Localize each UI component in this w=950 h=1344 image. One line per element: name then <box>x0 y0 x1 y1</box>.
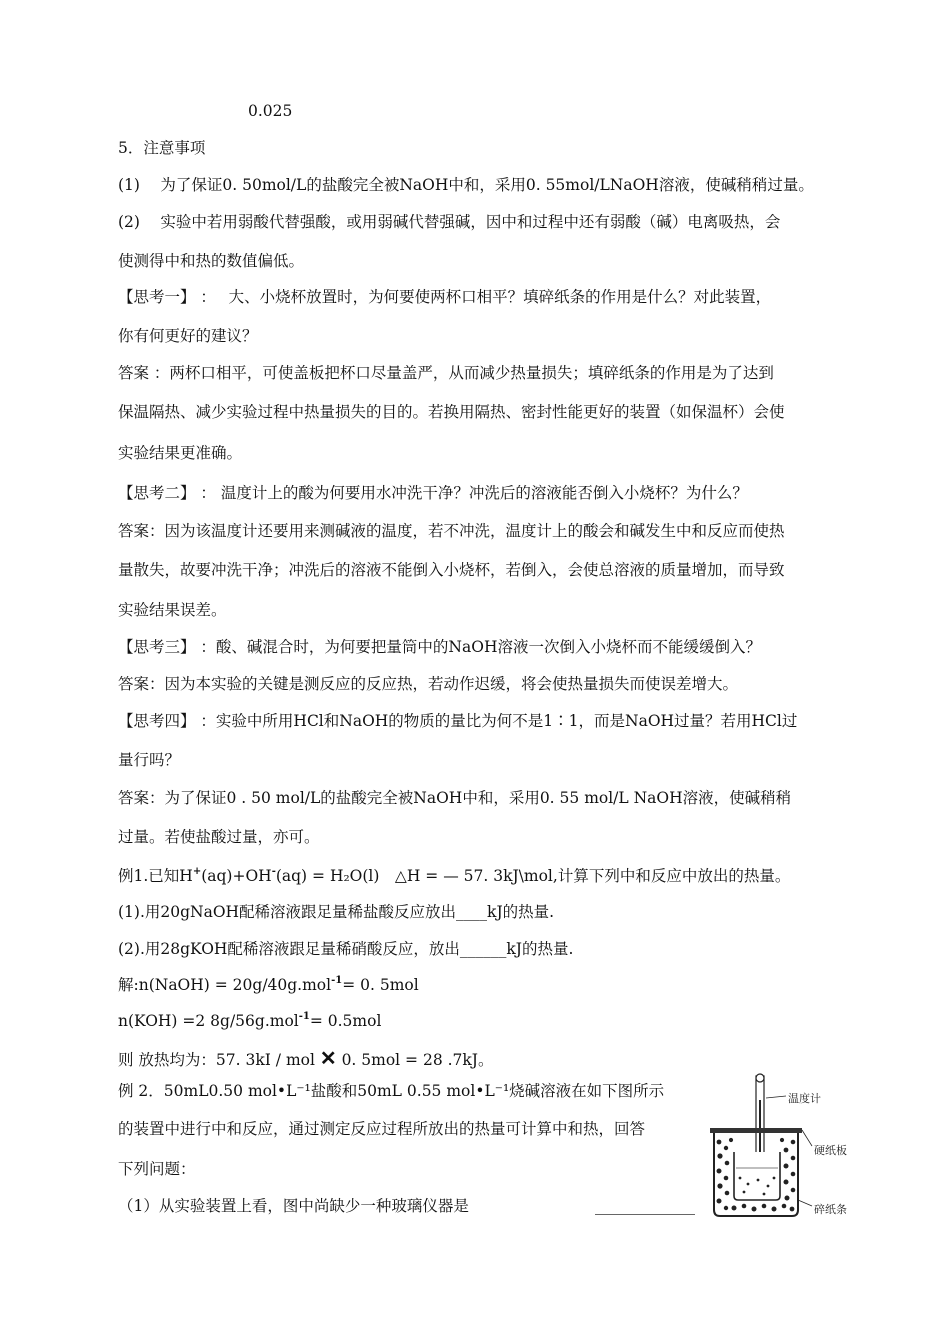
answer-1: 答案 ：两杯口相平，可使盖板把杯口尽量盖严，从而减少热量损失；填碎纸条的作用是为了达到 <box>118 364 774 382</box>
text-line: 实验结果更准确。 <box>118 444 243 462</box>
thermometer-top-icon <box>756 1074 764 1082</box>
question-4: 【思考四】 ：实验中所用HCl和NaOH的物质的量比为何不是1∶1，而是NaOH过量？若用HCl过 <box>118 712 798 730</box>
text-line: 你有何更好的建议？ <box>118 327 258 345</box>
text-line: 使测得中和热的数值偏低。 <box>118 252 305 270</box>
text-line: 保温隔热、减少实验过程中热量损失的目的。若换用隔热、密封性能更好的装置（如保温杯）会使 <box>118 403 785 421</box>
text-line: (1).用20gNaOH配稀溶液跟足量稀盐酸反应放出____kJ的热量. <box>118 903 555 921</box>
text-line: (1) 为了保证0. 50mol/L的盐酸完全被NaOH中和，采用0. 55mol/LNaOH溶液，使碱稍稍过量。 <box>118 176 814 194</box>
text-line: 量散失，故要冲洗干净；冲洗后的溶液不能倒入小烧杯，若倒入，会使总溶液的质量增加，而导致 <box>118 561 785 579</box>
text-line: (2) 实验中若用弱酸代替强酸，或用弱碱代替强碱，因中和过程中还有弱酸（碱）电离吸热，会 <box>118 213 781 231</box>
label-thermometer: 温度计 <box>788 1092 821 1105</box>
answer-3: 答案：因为本实验的关键是测反应的反应热，若动作迟缓，将会使热量损失而使误差增大。 <box>118 675 739 693</box>
cardboard-lid <box>710 1128 802 1133</box>
text-line: 量行吗？ <box>118 751 181 769</box>
example-1-line: 例1.已知H+(aq)+OH-(aq) = H₂O(l) △H = — 57. 3kJ\mol,计算下列中和反应中放出的热量。 <box>118 866 791 885</box>
solution-line: 解:n(NaOH) = 20g/40g.mol$^{-1}$= 0. 5mol <box>118 975 419 994</box>
answer-4: 答案：为了保证0 . 50 mol/L的盐酸完全被NaOH中和，采用0. 55 mol/L NaOH溶液，使碱稍稍 <box>118 789 792 807</box>
small-beaker-icon <box>734 1152 780 1200</box>
question-3: 【思考三】 ：酸、碱混合时，为何要把量筒中的NaOH溶液一次倒入小烧杯而不能缓缓倒入？ <box>118 638 761 656</box>
answer-blank <box>595 1214 695 1215</box>
scraps-pointer <box>798 1200 812 1206</box>
text-line: (2).用28gKOH配稀溶液跟足量稀硝酸反应，放出______kJ的热量. <box>118 940 574 958</box>
answer-2: 答案：因为该温度计还要用来测碱液的温度，若不冲洗，温度计上的酸会和碱发生中和反应而使热 <box>118 522 785 540</box>
example-2-line: 例 2．50mL0.50 mol•L⁻¹盐酸和50mL 0.55 mol•L⁻¹烧碱溶液在如下图所示 <box>118 1082 665 1100</box>
lid-pointer <box>802 1130 812 1146</box>
solution-line: n(KOH) =2 8g/56g.mol$^{-1}$= 0.5mol <box>118 1011 382 1030</box>
label-cardboard: 硬纸板 <box>814 1144 847 1157</box>
question-2: 【思考二】 ： 温度计上的酸为何要用水冲洗干净？冲洗后的溶液能否倒入小烧杯？为什么？ <box>118 484 748 502</box>
solution-line: 则 放热均为：57. 3kI / mol ✕ 0. 5mol = 28 .7kJ。 <box>118 1046 494 1070</box>
text-line: 实验结果误差。 <box>118 601 227 619</box>
calorimeter-figure <box>700 1070 850 1230</box>
question-line: （1）从实验装置上看，图中尚缺少一种玻璃仪器是 <box>118 1197 469 1215</box>
thermometer-pointer <box>766 1096 786 1098</box>
question-1: 【思考一】 ： 大、小烧杯放置时，为何要使两杯口相平？填碎纸条的作用是什么？对此装置， <box>118 288 772 306</box>
section-heading: 5．注意事项 <box>118 139 206 157</box>
text-line: 的装置中进行中和反应，通过测定反应过程所放出的热量可计算中和热，回答 <box>118 1120 646 1138</box>
text-line: 0.025 <box>248 102 293 120</box>
label-paper-scraps: 碎纸条 <box>814 1203 847 1216</box>
text-line: 过量。若使盐酸过量，亦可。 <box>118 828 320 846</box>
text-line: 下列问题： <box>118 1160 196 1178</box>
